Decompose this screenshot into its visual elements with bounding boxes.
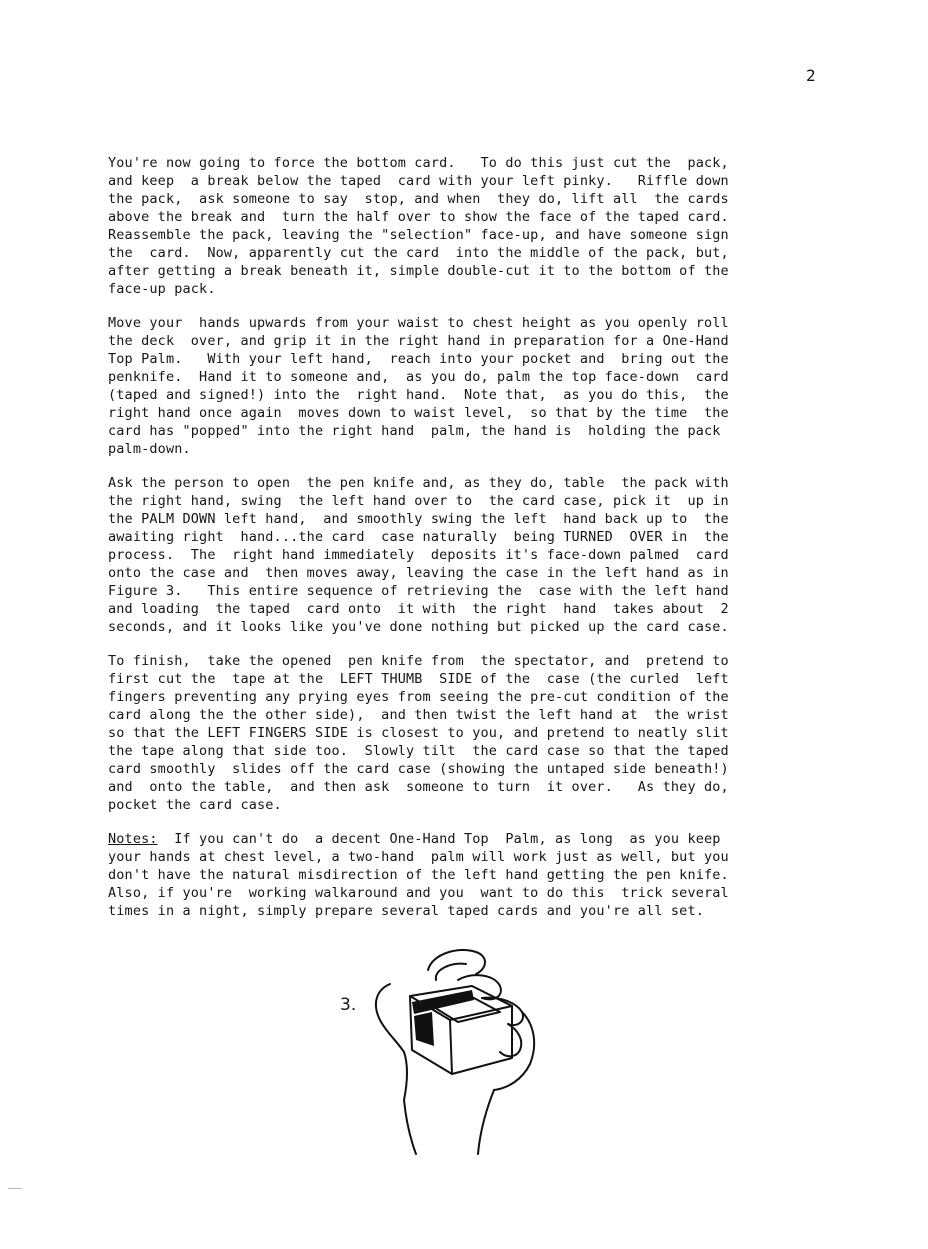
text-line: the tape along that side too. Slowly tilt the card case so that the taped <box>108 743 729 759</box>
text-line: right hand once again moves down to waist level, so that by the time the <box>108 405 729 421</box>
paragraph-force-bottom-card <box>108 154 868 298</box>
notes-first-line-text: If you can't do a decent One-Hand Top Palm, as long as you keep <box>157 831 721 847</box>
text-line: your hands at chest level, a two-hand palm will work just as well, but you <box>108 849 729 865</box>
text-line: To finish, take the opened pen knife from the spectator, and pretend to <box>108 653 729 669</box>
figure-label: 3. <box>340 995 357 1015</box>
text-line: You're now going to force the bottom card. To do this just cut the pack, <box>108 155 729 171</box>
text-line: palm-down. <box>108 441 191 457</box>
text-line: and keep a break below the taped card with your left pinky. Riffle down <box>108 173 729 189</box>
text-line: the PALM DOWN left hand, and smoothly swing the left hand back up to the <box>108 511 729 527</box>
text-line: onto the case and then moves away, leaving the case in the left hand as in <box>108 565 729 581</box>
text-line: after getting a break beneath it, simple double-cut it to the bottom of the <box>108 263 729 279</box>
paragraph-notes <box>108 830 868 920</box>
text-line: Also, if you're working walkaround and you want to do this trick several <box>108 885 729 901</box>
text-line: and onto the table, and then ask someone to turn it over. As they do, <box>108 779 729 795</box>
text-line: Top Palm. With your left hand, reach into your pocket and bring out the <box>108 351 729 367</box>
text-line: card smoothly slides off the card case (showing the untaped side beneath!) <box>108 761 729 777</box>
text-line: Figure 3. This entire sequence of retrieving the case with the left hand <box>108 583 729 599</box>
text-line: the card. Now, apparently cut the card into the middle of the pack, but, <box>108 245 729 261</box>
text-line: Reassemble the pack, leaving the "selection" face-up, and have someone sign <box>108 227 729 243</box>
paragraph-top-palm <box>108 314 868 458</box>
text-line: don't have the natural misdirection of the left hand getting the pen knife. <box>108 867 729 883</box>
document-body <box>108 154 868 936</box>
text-line: times in a night, simply prepare several taped cards and you're all set. <box>108 903 704 919</box>
text-line: face-up pack. <box>108 281 216 297</box>
text-line: the pack, ask someone to say stop, and when they do, lift all the cards <box>108 191 729 207</box>
text-line: awaiting right hand...the card case naturally being TURNED OVER in the <box>108 529 729 545</box>
text-line: process. The right hand immediately deposits it's face-down palmed card <box>108 547 729 563</box>
text-line: the right hand, swing the left hand over to the card case, pick it up in <box>108 493 729 509</box>
paragraph-card-case-load <box>108 474 868 636</box>
text-line: penknife. Hand it to someone and, as you do, palm the top face-down card <box>108 369 729 385</box>
text-line: the deck over, and grip it in the right hand in preparation for a One-Hand <box>108 333 729 349</box>
text-line: (taped and signed!) into the right hand. Note that, as you do this, the <box>108 387 729 403</box>
paragraph-finish <box>108 652 868 814</box>
text-line: Move your hands upwards from your waist to chest height as you openly roll <box>108 315 729 331</box>
text-line: fingers preventing any prying eyes from seeing the pre-cut condition of the <box>108 689 729 705</box>
text-line: first cut the tape at the LEFT THUMB SIDE of the case (the curled left <box>108 671 729 687</box>
text-line: and loading the taped card onto it with the right hand takes about 2 <box>108 601 729 617</box>
page-number: 2 <box>806 66 816 85</box>
text-line: seconds, and it looks like you've done nothing but picked up the card case. <box>108 619 729 635</box>
text-line: card along the the other side), and then twist the left hand at the wrist <box>108 707 729 723</box>
hand-holding-card-case-illustration <box>362 940 552 1160</box>
text-line: Ask the person to open the pen knife and, as they do, table the pack with <box>108 475 729 491</box>
text-line: card has "popped" into the right hand palm, the hand is holding the pack <box>108 423 721 439</box>
text-line: so that the LEFT FINGERS SIDE is closest to you, and pretend to neatly slit <box>108 725 729 741</box>
notes-label: Notes: <box>108 831 158 847</box>
text-line: pocket the card case. <box>108 797 282 813</box>
margin-mark <box>8 1188 22 1189</box>
text-line: above the break and turn the half over to show the face of the taped card. <box>108 209 729 225</box>
notes-first-line <box>108 830 868 848</box>
